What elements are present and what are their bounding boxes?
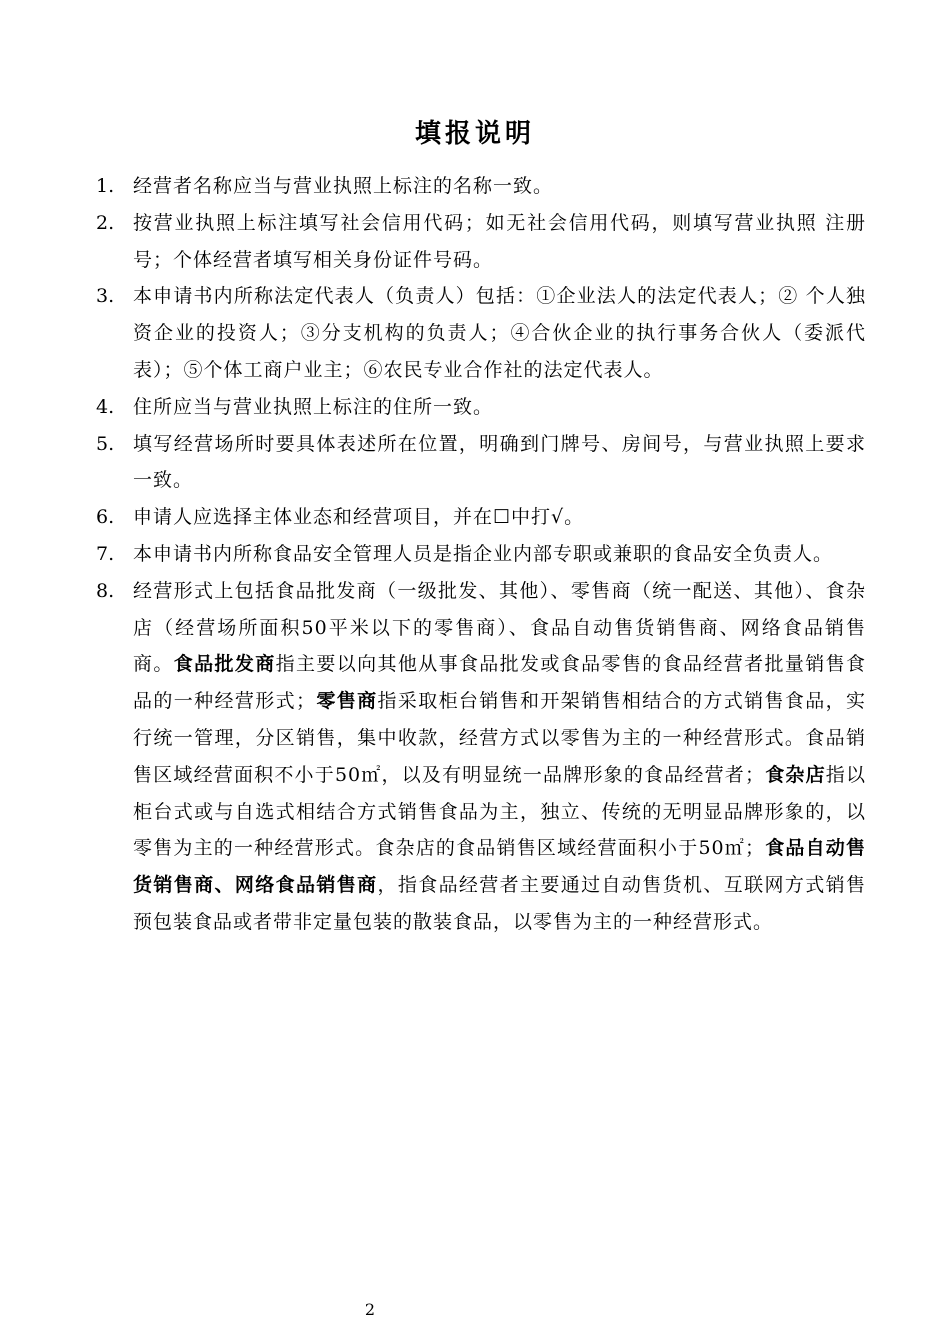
item-text: 填写经营场所时要具体表述所在位置，明确到门牌号、房间号，与营业执照上要求一致。 [133, 432, 866, 492]
term-wholesaler: 食品批发商 [173, 653, 276, 676]
item-text-segment: 指以柜台式或与自选式相结合方式销售食品为主，独立、传统的无明显品牌形象的，以零售为主的一种经营形式。食杂店的食品销售区域经营面积小于50㎡； [133, 763, 866, 860]
item-text-segment: ，指食品经营者主要通过自动售货机、互联网方式销售预包装食品或者带非定量包装的散装食品，以零售为主的一种经营形式。 [133, 874, 866, 933]
item-number: 6. [96, 506, 115, 529]
item-number: 1. [96, 175, 115, 197]
item-text [133, 573, 866, 941]
item-number: 2. [96, 211, 115, 234]
item-text-segment: 指采取柜台销售和开架销售相结合的方式销售食品，实行统一管理，分区销售，集中收款，经营方式以零售为主的一种经营形式。食品销售区域经营面积不小于50㎡，以及有明显统一品牌形象的食品经营者； [133, 690, 866, 786]
list-item [96, 389, 866, 426]
list-item [96, 499, 866, 536]
item-number: 8. [96, 579, 115, 602]
list-item [96, 536, 866, 573]
term-grocery-store: 食杂店 [765, 763, 826, 786]
term-retailer: 零售商 [315, 690, 378, 713]
item-number: 4. [96, 395, 115, 418]
item-text-segment: 经营形式上包括食品批发商（一级批发、其他）、零售商（统一配送、其他）、食杂店（经营场所面积50平米以下的零售商）、食品自动售货销售商、网络食品销售商。 [133, 579, 866, 676]
item-text: 住所应当与营业执照上标注的住所一致。 [133, 395, 494, 418]
term-vending-online-seller: 食品自动售货销售商、网络食品销售商 [133, 837, 866, 897]
list-item [96, 278, 866, 388]
instruction-list [96, 168, 866, 941]
page-title: 填报说明 [414, 119, 535, 149]
list-item [96, 426, 866, 500]
page-number: 2 [364, 1300, 376, 1319]
item-text: 申请人应选择主体业态和经营项目，并在☐中打√。 [133, 506, 585, 529]
item-text: 经营者名称应当与营业执照上标注的名称一致。 [133, 175, 554, 197]
list-item [96, 573, 866, 941]
item-text: 本申请书内所称法定代表人（负责人）包括：①企业法人的法定代表人；② 个人独资企业的投资人；③分支机构的负责人；④合伙企业的执行事务合伙人（委派代表）；⑤个体工商户业主；⑥农民专业合作社的法定代表人。 [133, 285, 866, 381]
item-number: 5. [96, 432, 115, 455]
item-text: 按营业执照上标注填写社会信用代码；如无社会信用代码，则填写营业执照 注册号；个体经营者填写相关身份证件号码。 [133, 211, 866, 271]
item-text-segment: 指主要以向其他从事食品批发或食品零售的食品经营者批量销售食品的一种经营形式； [133, 653, 866, 713]
item-number: 7. [96, 542, 115, 565]
list-item [96, 205, 866, 279]
item-number: 3. [96, 285, 115, 308]
item-text: 本申请书内所称食品安全管理人员是指企业内部专职或兼职的食品安全负责人。 [133, 542, 834, 565]
list-item [96, 168, 866, 205]
